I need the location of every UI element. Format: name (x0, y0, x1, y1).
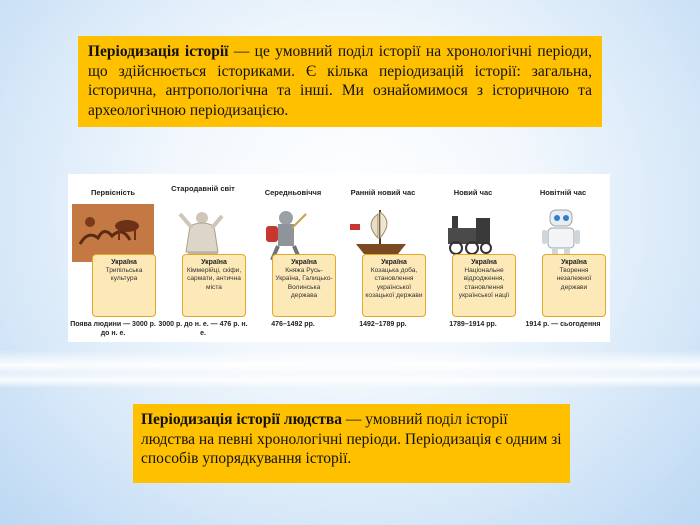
period-date: 3000 р. до н. е. — 476 р. н. е. (158, 321, 248, 337)
period-column (428, 174, 518, 342)
card-description: Творення незалежної держави (556, 267, 592, 291)
card-description: Козацька доба, становлення української козацької держави (365, 267, 423, 300)
card-country: Україна (471, 259, 497, 266)
periodization-timeline (68, 174, 610, 342)
era-label: Новітній час (539, 188, 587, 197)
intro-term: Періодизація історії (88, 43, 229, 60)
period-column (248, 174, 338, 342)
card-description: Кіммерійці, скіфи, сармати, антична міста (186, 267, 242, 291)
definition-term: Періодизація історії людства (141, 411, 342, 428)
period-card (182, 254, 246, 317)
period-card (272, 254, 336, 317)
period-column (338, 174, 428, 342)
card-country: Україна (561, 259, 587, 266)
period-card (452, 254, 516, 317)
era-label: Новий час (453, 188, 493, 197)
card-description: Національне відродження, становлення української нації (458, 267, 510, 300)
definition-textbox (133, 404, 570, 483)
period-card (92, 254, 156, 317)
decorative-band (0, 372, 700, 388)
card-description: Княжа Русь-Україна, Галицько-Волинська держава (275, 267, 333, 300)
card-country: Україна (201, 259, 227, 266)
period-date: 476–1492 рр. (271, 321, 315, 328)
period-date: Поява людини — 3000 р. до н. е. (70, 321, 156, 337)
definition-text: — умовний поділ історії людства на певні хронологічні періоди. Періодизація є одним зі способів упорядкування історії. (141, 411, 562, 467)
period-column (158, 174, 248, 342)
card-country: Україна (381, 259, 407, 266)
card-country: Україна (291, 259, 317, 266)
era-label: Первісність (90, 188, 136, 197)
period-date: 1789–1914 рр. (449, 321, 497, 328)
period-column (518, 174, 608, 342)
period-date: 1914 р. — сьогодення (525, 321, 601, 328)
era-label: Стародавній світ (171, 184, 235, 193)
period-card (542, 254, 606, 317)
period-column (68, 174, 158, 342)
intro-text: — це умовний поділ історії на хронологічні періоди, що здійснюється істориками. Є кілька періодизацій історії: загальна, історична, антропологічна та інші. Ми ознайомимося з історичною та археологічною періодизацією. (88, 43, 592, 119)
period-card (362, 254, 426, 317)
era-label: Середньовіччя (264, 188, 322, 197)
card-country: Україна (111, 259, 137, 266)
era-label: Ранній новий час (350, 188, 416, 197)
card-description: Трипільська культура (105, 267, 143, 283)
intro-textbox (78, 36, 602, 127)
period-date: 1492–1789 рр. (359, 321, 407, 328)
